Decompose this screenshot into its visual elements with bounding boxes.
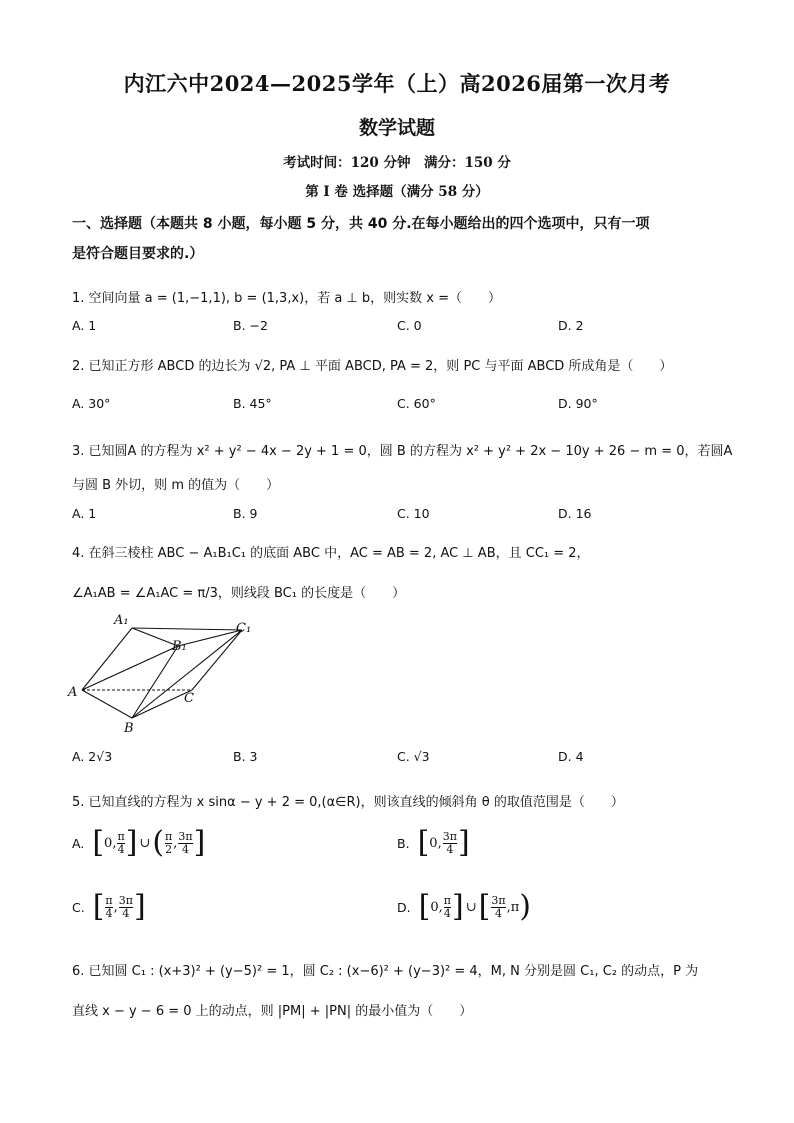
question-3-stem-line2: 与圆 B 外切，则 m 的值为（ ）: [72, 478, 280, 493]
q4-option-a[interactable]: A. 2√3: [72, 749, 113, 764]
q3-option-a[interactable]: A. 1: [72, 506, 97, 521]
q2-option-c[interactable]: C. 60°: [397, 396, 436, 411]
edge-a-b: [82, 690, 132, 718]
q5-option-b[interactable]: B. [ 0 , $\frac{3\pi}{4}$ ]: [397, 825, 470, 860]
q1-option-d[interactable]: D. 2: [558, 318, 584, 333]
label-a1: A₁: [114, 613, 129, 628]
edge-a1-a: [82, 628, 132, 690]
label-b1: B₁: [172, 639, 187, 654]
question-3-stem-line1: 3. 已知圆A 的方程为 x² + y² − 4x − 2y + 1 = 0，圆 B 的方程为 x² + y² + 2x − 10y + 26 − m = 0，若圆A: [72, 444, 733, 459]
question-2-stem: 2. 已知正方形 ABCD 的边长为 √2, PA ⊥ 平面 ABCD, PA = 2，则 PC 与平面 ABCD 所成角是（ ）: [72, 359, 673, 374]
part-heading: 第 I 卷 选择题（满分 58 分）: [305, 184, 489, 200]
exam-subtitle: 数学试题: [358, 117, 435, 139]
q1-option-b[interactable]: B. −2: [233, 318, 268, 333]
question-1-stem: 1. 空间向量 a = (1,−1,1), b = (1,3,x)，若 a ⊥ b，则实数 x =（ ）: [72, 291, 502, 306]
q1-option-a[interactable]: A. 1: [72, 318, 97, 333]
q1-option-c[interactable]: C. 0: [397, 318, 422, 333]
question-6-stem-line2: 直线 x − y − 6 = 0 上的动点，则 |PM| + |PN| 的最小值为（ ）: [72, 1004, 473, 1019]
q3-option-b[interactable]: B. 9: [233, 506, 258, 521]
q3-option-c[interactable]: C. 10: [397, 506, 430, 521]
exam-info: 考试时间：120 分钟 满分：150 分: [283, 155, 511, 171]
label-a: A: [68, 685, 78, 700]
q2-option-a[interactable]: A. 30°: [72, 396, 111, 411]
q4-option-b[interactable]: B. 3: [233, 749, 258, 764]
section-heading-line1: 一、选择题（本题共 8 小题，每小题 5 分，共 40 分.在每小题给出的四个选项中，只有一项: [72, 216, 650, 232]
q5-option-a[interactable]: A. [ 0 , $\frac{\pi}{4}$ ] ∪ ( $\frac{\pi}{2}$ , $\frac{3\pi}{4}$ ]: [72, 825, 206, 860]
q4-option-d[interactable]: D. 4: [558, 749, 584, 764]
q2-option-d[interactable]: D. 90°: [558, 396, 598, 411]
q3-option-d[interactable]: D. 16: [558, 506, 592, 521]
question-4-stem-line1: 4. 在斜三棱柱 ABC − A₁B₁C₁ 的底面 ABC 中，AC = AB = 2, AC ⊥ AB，且 CC₁ = 2，: [72, 546, 590, 561]
question-6-stem-line1: 6. 已知圆 C₁ : (x+3)² + (y−5)² = 1，圆 C₂ : (x−6)² + (y−3)² = 4，M, N 分别是圆 C₁, C₂ 的动点，P 为: [72, 964, 699, 979]
q2-option-b[interactable]: B. 45°: [233, 396, 272, 411]
question-4-stem-line2: ∠A₁AB = ∠A₁AC = π/3，则线段 BC₁ 的长度是（ ）: [72, 586, 406, 601]
q5-option-c[interactable]: C. [ $\frac{\pi}{4}$ , $\frac{3\pi}{4}$ ]: [72, 889, 146, 924]
prism-figure: [62, 608, 272, 736]
exam-title: 内江六中2024—2025学年（上）高2026届第一次月考: [123, 71, 671, 96]
section-heading-line2: 是符合题目要求的.）: [72, 246, 204, 262]
q4-option-c[interactable]: C. √3: [397, 749, 430, 764]
question-5-stem: 5. 已知直线的方程为 x sinα − y + 2 = 0,(α∈R)，则该直线的倾斜角 θ 的取值范围是（ ）: [72, 795, 624, 810]
label-c: C: [184, 691, 194, 706]
edge-c1-c: [192, 630, 242, 690]
edge-a1-c1: [132, 628, 242, 630]
label-b: B: [124, 721, 134, 736]
label-c1: C₁: [236, 621, 252, 636]
q5-option-d[interactable]: D. [ 0 , $\frac{\pi}{4}$ ] ∪ [ $\frac{3\pi}{4}$ , π ): [397, 889, 531, 924]
